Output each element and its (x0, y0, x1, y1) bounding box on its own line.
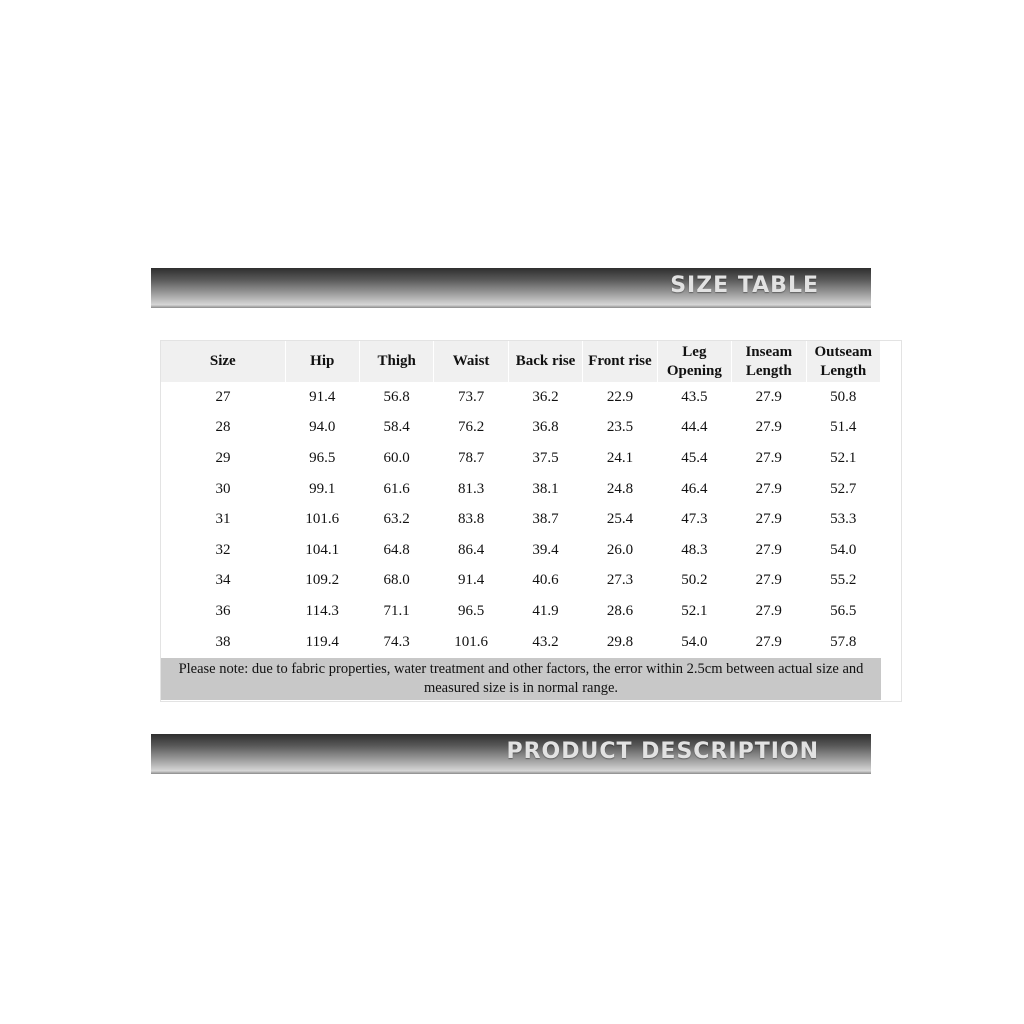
table-cell: 114.3 (305, 602, 339, 619)
table-cell: 96.5 (457, 602, 485, 619)
table-cell: 38 (215, 633, 231, 650)
table-cell: 60.0 (383, 449, 410, 466)
table-cell: 36.8 (532, 419, 559, 436)
table-cell: 53.3 (830, 511, 857, 528)
column-header-back-rise: Back rise (508, 341, 582, 382)
table-row (161, 443, 881, 474)
table-cell: 61.6 (383, 480, 410, 497)
column-header-front-rise: Front rise (583, 341, 657, 382)
table-cell: 36.2 (532, 388, 559, 405)
table-cell: 101.6 (454, 633, 488, 650)
table-cell: 38.1 (532, 480, 559, 497)
table-cell: 39.4 (532, 541, 559, 558)
table-row (161, 382, 881, 413)
table-cell: 74.3 (383, 633, 410, 650)
table-cell: 43.5 (681, 388, 708, 405)
table-cell: 104.1 (305, 541, 340, 558)
table-cell: 27.9 (755, 511, 782, 528)
table-cell: 48.3 (681, 541, 708, 558)
table-cell: 50.2 (681, 572, 708, 589)
table-cell: 27.9 (755, 602, 782, 619)
table-cell: 27.9 (755, 388, 782, 405)
column-header-outseam-length: Outseam Length (806, 341, 881, 382)
table-cell: 28.6 (606, 602, 634, 619)
table-cell: 73.7 (457, 388, 485, 405)
table-row (161, 596, 881, 627)
table-cell: 27.9 (755, 541, 782, 558)
table-cell: 29 (215, 449, 231, 466)
table-cell: 43.2 (532, 633, 559, 650)
table-cell: 52.1 (830, 449, 857, 466)
table-cell: 44.4 (681, 419, 708, 436)
table-cell: 40.6 (532, 572, 559, 589)
size-table-title: SIZE TABLE (670, 273, 819, 298)
table-cell: 37.5 (532, 449, 559, 466)
table-cell: 81.3 (457, 480, 485, 497)
table-cell: 101.6 (305, 511, 340, 528)
column-header-hip: Hip (285, 341, 359, 382)
table-cell: 31 (215, 511, 231, 528)
table-cell: 56.8 (383, 388, 410, 405)
table-body (161, 382, 881, 657)
table-cell: 29.8 (606, 633, 634, 650)
size-table-container (161, 341, 881, 657)
table-cell: 26.0 (606, 541, 634, 558)
table-cell: 99.1 (309, 480, 336, 497)
table-cell: 23.5 (606, 419, 634, 436)
table-cell: 27.3 (606, 572, 634, 589)
table-cell: 50.8 (830, 388, 857, 405)
table-cell: 41.9 (532, 602, 559, 619)
table-cell: 96.5 (309, 449, 336, 466)
table-cell: 27.9 (755, 419, 782, 436)
table-cell: 64.8 (383, 541, 410, 558)
column-header-thigh: Thigh (359, 341, 433, 382)
table-cell: 91.4 (309, 388, 336, 405)
table-cell: 27.9 (755, 572, 782, 589)
table-cell: 86.4 (457, 541, 485, 558)
table-cell: 27.9 (755, 449, 782, 466)
table-cell: 46.4 (681, 480, 708, 497)
table-row (161, 474, 881, 505)
table-cell: 55.2 (830, 572, 857, 589)
table-cell: 36 (215, 602, 231, 619)
table-cell: 27 (215, 388, 231, 405)
size-table (161, 341, 881, 657)
table-cell: 27.9 (755, 480, 782, 497)
table-cell: 30 (215, 480, 231, 497)
table-cell: 51.4 (830, 419, 857, 436)
table-cell: 38.7 (532, 511, 559, 528)
table-cell: 47.3 (681, 511, 708, 528)
table-cell: 119.4 (305, 633, 339, 650)
table-row (161, 413, 881, 444)
column-header-leg-opening: Leg Opening (657, 341, 731, 382)
table-cell: 57.8 (830, 633, 857, 650)
product-description-title: PRODUCT DESCRIPTION (506, 739, 819, 764)
table-cell: 25.4 (606, 511, 634, 528)
table-cell: 63.2 (383, 511, 410, 528)
table-cell: 56.5 (830, 602, 857, 619)
table-header-row (161, 341, 881, 382)
table-cell: 22.9 (606, 388, 634, 405)
table-cell: 24.8 (606, 480, 634, 497)
table-cell: 71.1 (383, 602, 410, 619)
table-cell: 27.9 (755, 633, 782, 650)
table-cell: 76.2 (457, 419, 485, 436)
size-note: Please note: due to fabric properties, water treatment and other factors, the error within 2.5cm between actual size and measured size is in normal range. (161, 658, 881, 700)
table-cell: 32 (215, 541, 231, 558)
table-cell: 54.0 (830, 541, 857, 558)
table-cell: 52.7 (830, 480, 857, 497)
table-cell: 68.0 (383, 572, 410, 589)
table-row (161, 566, 881, 597)
column-header-size: Size (161, 341, 285, 382)
table-cell: 78.7 (457, 449, 485, 466)
table-cell: 28 (215, 419, 231, 436)
table-cell: 54.0 (681, 633, 708, 650)
table-cell: 91.4 (457, 572, 485, 589)
table-cell: 45.4 (681, 449, 708, 466)
table-cell: 109.2 (305, 572, 340, 589)
table-cell: 94.0 (309, 419, 336, 436)
table-cell: 34 (215, 572, 231, 589)
table-cell: 24.1 (606, 449, 634, 466)
table-cell: 58.4 (383, 419, 410, 436)
column-header-waist: Waist (434, 341, 508, 382)
table-row (161, 535, 881, 566)
table-cell: 52.1 (681, 602, 708, 619)
column-header-inseam-length: Inseam Length (732, 341, 806, 382)
table-row (161, 504, 881, 535)
table-cell: 83.8 (457, 511, 485, 528)
table-row (161, 627, 881, 658)
product-description-banner (151, 734, 871, 774)
size-table-banner (151, 268, 871, 308)
